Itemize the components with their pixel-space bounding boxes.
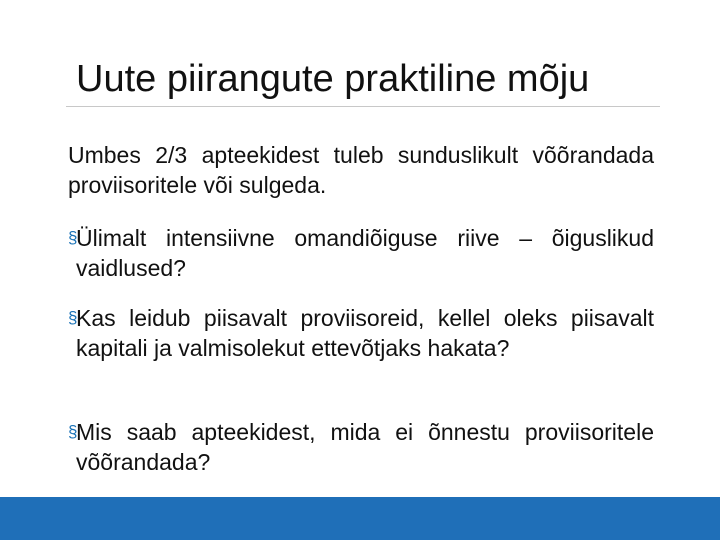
bullet-text: Kas leidub piisavalt proviisoreid, kellel oleks piisavalt kapitali ja valmisolekut ettevõtjaks hakata? <box>76 305 654 361</box>
bullet-text: Ülimalt intensiivne omandiõiguse riive – õiguslikud vaidlused? <box>76 225 654 281</box>
title-divider <box>66 106 660 107</box>
bullet-marker-icon: § <box>68 228 78 247</box>
slide-title: Uute piirangute praktiline mõju <box>76 58 590 100</box>
bullet-marker-icon: § <box>68 422 78 441</box>
footer-accent-bar <box>0 497 720 540</box>
bullet-item <box>68 223 654 283</box>
bullet-text: Mis saab apteekidest, mida ei õnnestu proviisoritele võõrandada? <box>76 419 654 475</box>
bullet-item <box>68 303 654 363</box>
intro-paragraph: Umbes 2/3 apteekidest tuleb sunduslikult võõrandada proviisoritele või sulgeda. <box>68 142 654 198</box>
bullet-marker-icon: § <box>68 308 78 327</box>
bullet-item <box>68 417 654 477</box>
